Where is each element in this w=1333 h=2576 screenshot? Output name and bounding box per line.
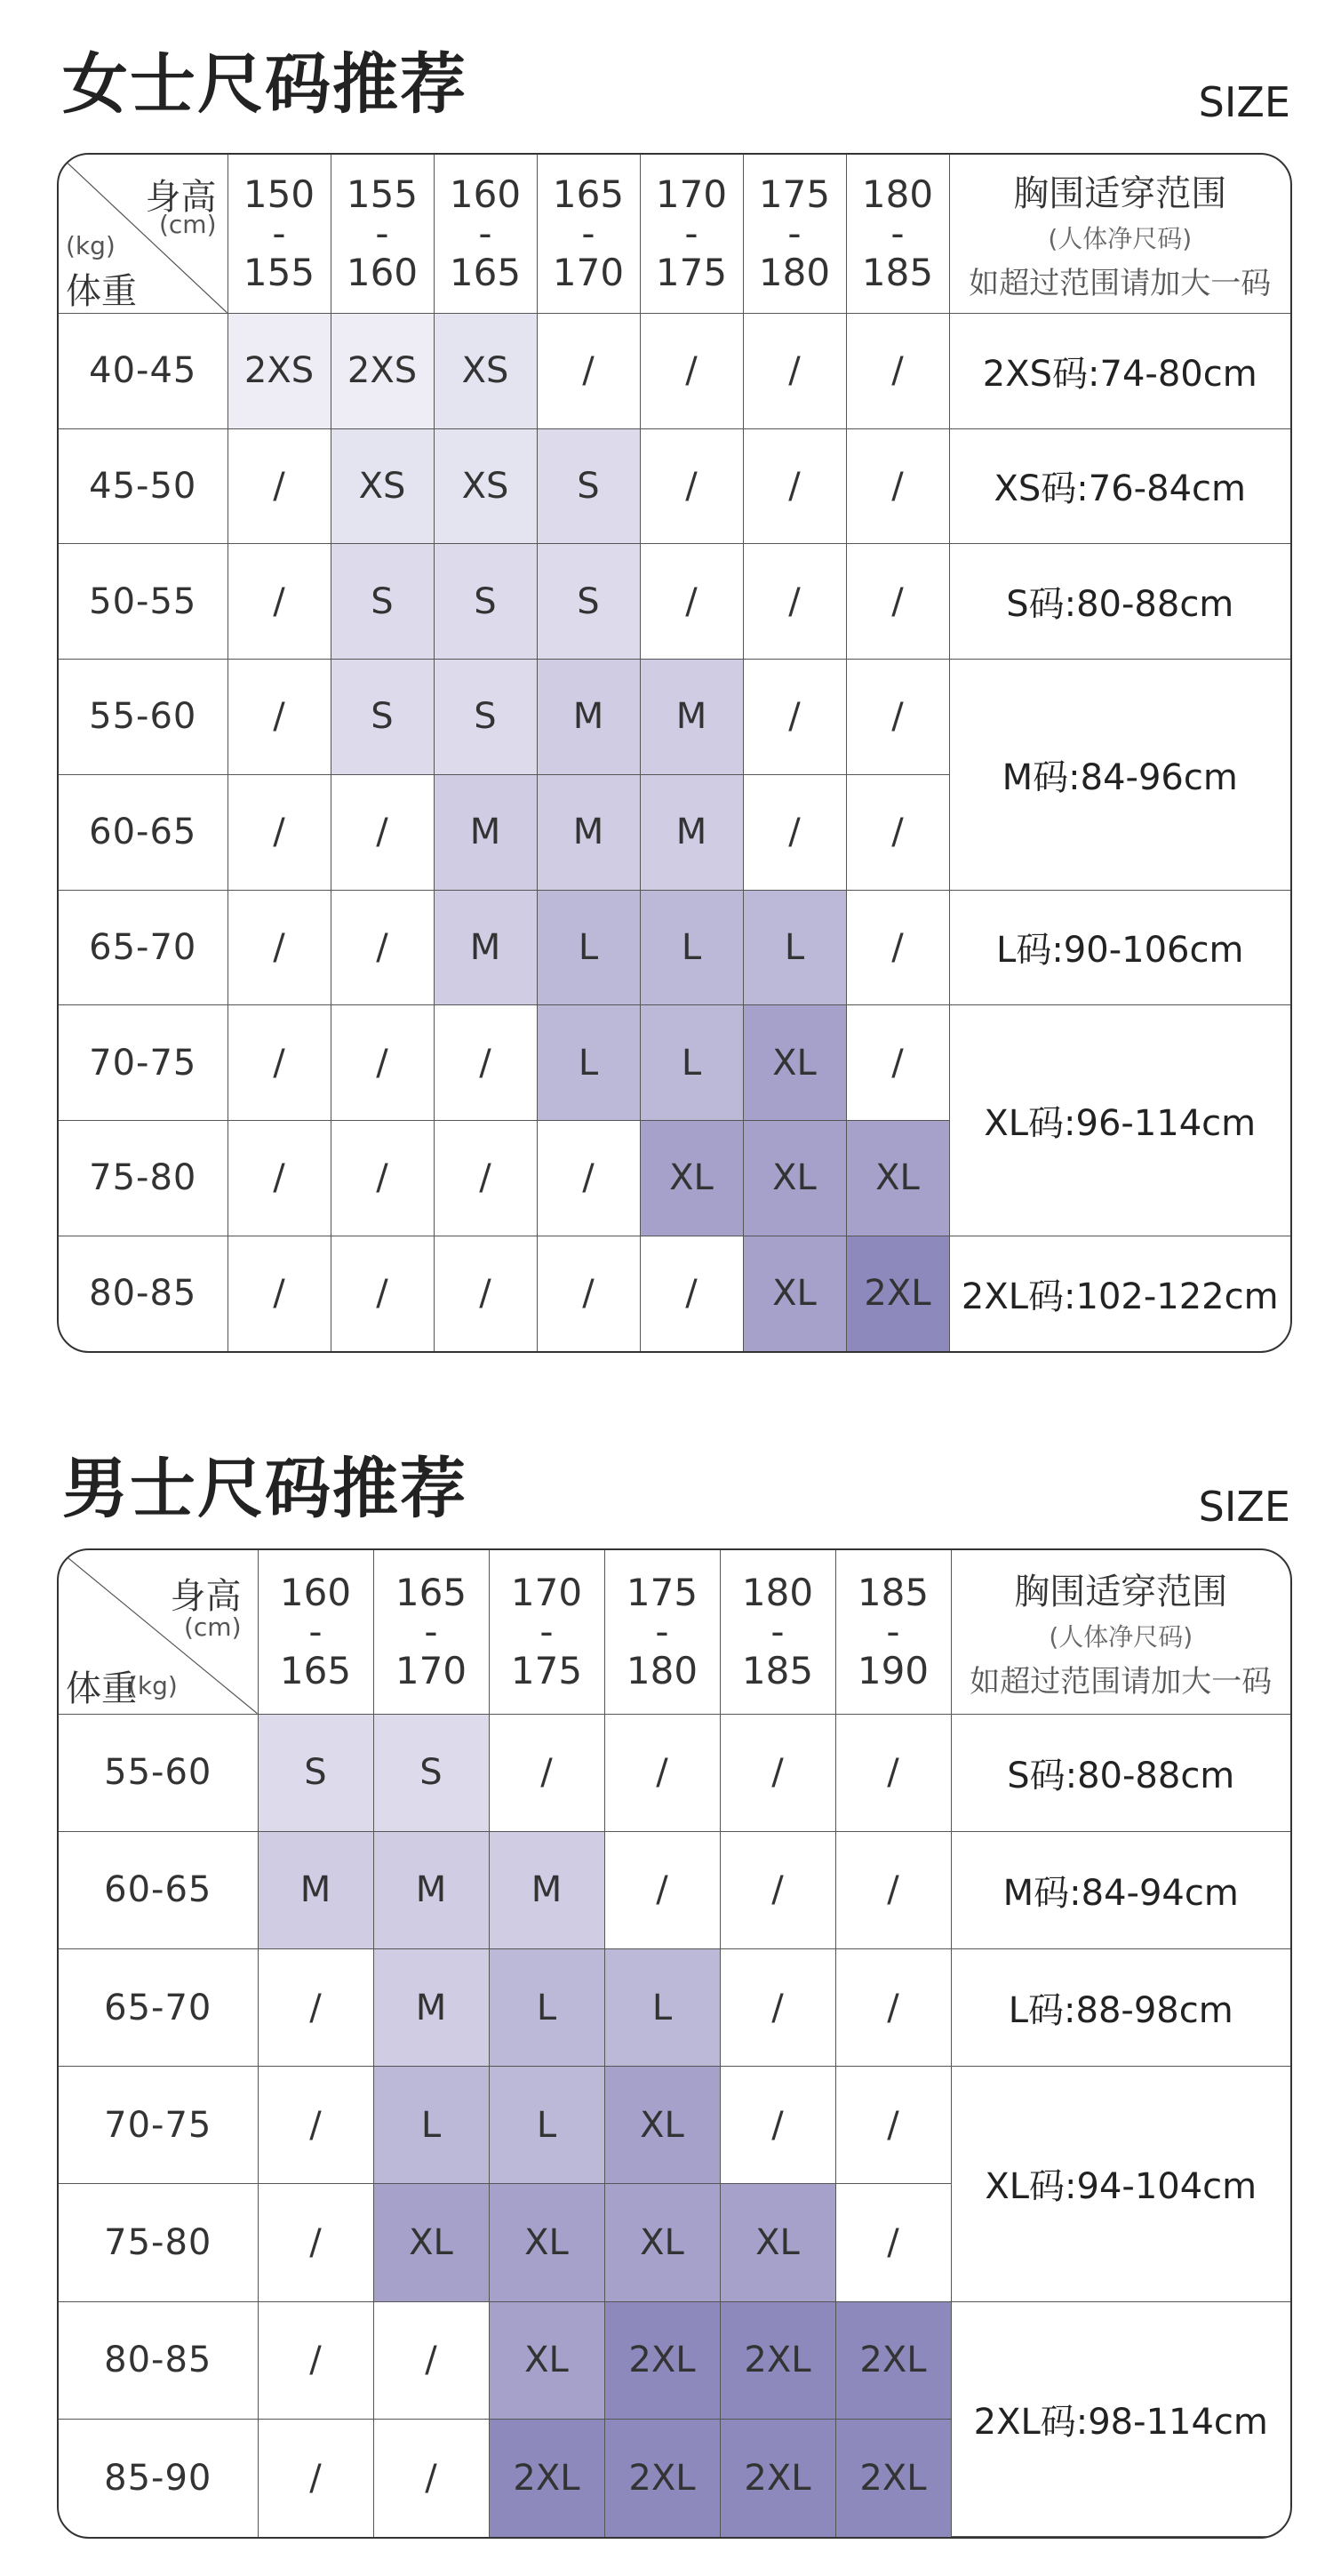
height-top: 185 — [857, 1570, 930, 1614]
height-dash: - — [886, 1609, 900, 1653]
women-title: 女士尺码推荐 — [62, 46, 467, 123]
size-cell: / — [640, 1236, 743, 1351]
size-cell: / — [835, 1949, 951, 2067]
height-top: 170 — [655, 172, 728, 216]
size-cell: / — [227, 774, 331, 890]
height-col-header — [604, 1550, 720, 1714]
table-row — [59, 1949, 1290, 2067]
men-size-label: SIZE — [1198, 1483, 1290, 1531]
weight-cell: 40-45 — [59, 313, 227, 428]
corner-weight-label: 体重 — [66, 1668, 137, 1709]
range-subtitle: (人体净尺码) — [1048, 223, 1193, 253]
size-cell: XL — [489, 2184, 604, 2301]
size-cell: XL — [640, 1120, 743, 1236]
size-cell: / — [373, 2301, 489, 2419]
size-cell: / — [537, 1120, 640, 1236]
women-size-label: SIZE — [1198, 78, 1290, 126]
table-row — [59, 428, 1290, 544]
size-cell: XL — [846, 1120, 949, 1236]
size-cell: / — [331, 774, 434, 890]
table-row — [59, 1005, 1290, 1121]
size-cell: / — [331, 890, 434, 1005]
weight-cell: 65-70 — [59, 890, 227, 1005]
size-cell: L — [373, 2067, 489, 2184]
size-cell: 2XL — [835, 2419, 951, 2536]
size-cell: 2XL — [604, 2419, 720, 2536]
size-cell: / — [331, 1120, 434, 1236]
size-cell: XL — [489, 2301, 604, 2419]
range-header — [949, 155, 1290, 313]
height-bottom: 185 — [741, 1648, 814, 1692]
size-cell: / — [489, 1714, 604, 1831]
size-cell: XL — [743, 1005, 846, 1121]
height-bottom: 190 — [857, 1648, 930, 1692]
range-header — [951, 1550, 1290, 1714]
weight-cell: 65-70 — [59, 1949, 258, 2067]
size-cell: / — [434, 1005, 537, 1121]
height-dash: - — [478, 211, 492, 255]
range-subtitle: (人体净尺码) — [1049, 1621, 1193, 1652]
height-col-header — [331, 155, 434, 313]
size-cell: M — [434, 774, 537, 890]
size-cell: L — [537, 1005, 640, 1121]
height-top: 150 — [243, 172, 315, 216]
women-table — [59, 155, 1290, 1351]
size-cell: / — [846, 428, 949, 544]
size-cell: S — [537, 544, 640, 660]
height-col-header — [720, 1550, 835, 1714]
height-bottom: 165 — [449, 250, 522, 294]
size-cell: / — [846, 544, 949, 660]
size-cell: / — [743, 660, 846, 775]
height-top: 180 — [741, 1570, 814, 1614]
table-row — [59, 2067, 1290, 2184]
size-cell: / — [720, 1831, 835, 1948]
height-col-header — [434, 155, 537, 313]
corner-height-unit: (cm) — [183, 1612, 242, 1642]
height-dash: - — [539, 1609, 554, 1653]
size-cell: / — [835, 1831, 951, 1948]
table-row — [59, 1714, 1290, 1831]
chest-range-cell: M码:84-94cm — [951, 1831, 1290, 1948]
range-note: 如超过范围请加大一码 — [969, 265, 1272, 301]
men-section — [0, 1404, 1333, 2576]
size-cell: / — [835, 1714, 951, 1831]
height-dash: - — [770, 1609, 785, 1653]
men-size-table — [57, 1548, 1292, 2539]
table-row — [59, 544, 1290, 660]
height-col-header — [640, 155, 743, 313]
height-col-header — [227, 155, 331, 313]
chest-range-cell: 2XS码:74-80cm — [949, 313, 1290, 428]
weight-cell: 80-85 — [59, 2301, 258, 2419]
size-cell: / — [227, 428, 331, 544]
chest-range-cell: 2XL码:102-122cm — [949, 1236, 1290, 1351]
corner-height-label: 身高 — [145, 177, 217, 218]
size-cell: 2XL — [720, 2301, 835, 2419]
size-cell: XL — [373, 2184, 489, 2301]
size-cell: L — [640, 1005, 743, 1121]
size-cell: 2XL — [720, 2419, 835, 2536]
weight-cell: 55-60 — [59, 660, 227, 775]
size-cell: XS — [434, 428, 537, 544]
table-row — [59, 1831, 1290, 1948]
height-col-header — [258, 1550, 373, 1714]
size-cell: M — [258, 1831, 373, 1948]
height-top: 170 — [510, 1570, 583, 1614]
height-dash: - — [272, 211, 286, 255]
size-cell: / — [743, 428, 846, 544]
chest-range-cell: L码:90-106cm — [949, 890, 1290, 1005]
height-bottom: 170 — [552, 250, 625, 294]
chest-range-cell: S码:80-88cm — [951, 1714, 1290, 1831]
weight-cell: 85-90 — [59, 2419, 258, 2536]
height-bottom: 185 — [861, 250, 934, 294]
size-cell: / — [743, 313, 846, 428]
weight-cell: 75-80 — [59, 2184, 258, 2301]
size-cell: / — [835, 2067, 951, 2184]
table-row — [59, 660, 1290, 775]
height-col-header — [537, 155, 640, 313]
size-cell: 2XL — [835, 2301, 951, 2419]
table-row — [59, 1236, 1290, 1351]
height-top: 160 — [279, 1570, 352, 1614]
men-title: 男士尺码推荐 — [62, 1451, 467, 1527]
height-bottom: 180 — [758, 250, 831, 294]
chest-range-cell: S码:80-88cm — [949, 544, 1290, 660]
height-dash: - — [787, 211, 802, 255]
size-cell: / — [640, 313, 743, 428]
height-bottom: 180 — [626, 1648, 698, 1692]
size-cell: M — [373, 1831, 489, 1948]
height-top: 155 — [346, 172, 419, 216]
corner-cell — [59, 155, 227, 313]
size-cell: / — [258, 2067, 373, 2184]
size-cell: / — [743, 774, 846, 890]
table-row — [59, 2301, 1290, 2419]
height-dash: - — [655, 1609, 669, 1653]
height-bottom: 165 — [279, 1648, 352, 1692]
height-col-header — [373, 1550, 489, 1714]
weight-cell: 80-85 — [59, 1236, 227, 1351]
size-cell: S — [434, 544, 537, 660]
corner-height-unit: (cm) — [158, 210, 217, 239]
weight-cell: 60-65 — [59, 774, 227, 890]
height-dash: - — [684, 211, 698, 255]
size-cell: M — [373, 1949, 489, 2067]
size-cell: / — [258, 1949, 373, 2067]
size-cell: 2XL — [604, 2301, 720, 2419]
size-cell: / — [846, 774, 949, 890]
header-row — [59, 1550, 1290, 1714]
height-top: 180 — [861, 172, 934, 216]
size-cell: L — [743, 890, 846, 1005]
chest-range-cell: XS码:76-84cm — [949, 428, 1290, 544]
size-cell: S — [331, 544, 434, 660]
size-cell: M — [640, 660, 743, 775]
size-cell: / — [720, 2067, 835, 2184]
height-dash: - — [375, 211, 389, 255]
size-cell: / — [434, 1120, 537, 1236]
size-cell: S — [373, 1714, 489, 1831]
corner-weight-unit: (kg) — [66, 231, 116, 260]
size-cell: / — [604, 1831, 720, 1948]
size-cell: / — [846, 660, 949, 775]
size-cell: S — [331, 660, 434, 775]
height-bottom: 175 — [655, 250, 728, 294]
size-cell: / — [331, 1236, 434, 1351]
height-col-header — [835, 1550, 951, 1714]
size-cell: S — [537, 428, 640, 544]
height-bottom: 155 — [243, 250, 315, 294]
weight-cell: 55-60 — [59, 1714, 258, 1831]
size-cell: XS — [331, 428, 434, 544]
height-dash: - — [308, 1609, 323, 1653]
size-cell: / — [640, 544, 743, 660]
range-note: 如超过范围请加大一码 — [970, 1663, 1273, 1700]
size-cell: M — [640, 774, 743, 890]
size-cell: XL — [604, 2067, 720, 2184]
size-cell: M — [489, 1831, 604, 1948]
size-cell: M — [434, 890, 537, 1005]
size-cell: / — [846, 313, 949, 428]
size-cell: / — [743, 544, 846, 660]
height-top: 165 — [552, 172, 625, 216]
size-cell: / — [640, 428, 743, 544]
corner-weight-label: 体重 — [66, 271, 137, 312]
weight-cell: 70-75 — [59, 2067, 258, 2184]
chest-range-cell: 2XL码:98-114cm — [951, 2301, 1290, 2536]
size-cell: / — [604, 1714, 720, 1831]
corner-weight-unit: (kg) — [128, 1671, 178, 1700]
men-table — [59, 1550, 1290, 2537]
height-bottom: 175 — [510, 1648, 583, 1692]
weight-cell: 45-50 — [59, 428, 227, 544]
size-cell: L — [537, 890, 640, 1005]
chest-range-cell: XL码:94-104cm — [951, 2067, 1290, 2301]
size-cell: / — [227, 660, 331, 775]
size-cell: XS — [434, 313, 537, 428]
size-cell: / — [846, 890, 949, 1005]
size-cell: L — [489, 2067, 604, 2184]
chest-range-cell: L码:88-98cm — [951, 1949, 1290, 2067]
size-cell: 2XL — [489, 2419, 604, 2536]
women-size-table — [57, 153, 1292, 1353]
size-cell: M — [537, 774, 640, 890]
weight-cell: 60-65 — [59, 1831, 258, 1948]
size-cell: L — [640, 890, 743, 1005]
size-cell: / — [720, 1714, 835, 1831]
height-col-header — [846, 155, 949, 313]
height-dash: - — [581, 211, 595, 255]
size-cell: XL — [743, 1120, 846, 1236]
height-bottom: 170 — [395, 1648, 467, 1692]
size-cell: XL — [743, 1236, 846, 1351]
size-cell: / — [434, 1236, 537, 1351]
size-cell: / — [537, 313, 640, 428]
size-cell: L — [604, 1949, 720, 2067]
height-top: 175 — [758, 172, 831, 216]
size-cell: / — [373, 2419, 489, 2536]
height-col-header — [743, 155, 846, 313]
header-row — [59, 155, 1290, 313]
height-dash: - — [424, 1609, 438, 1653]
weight-cell: 70-75 — [59, 1005, 227, 1121]
size-cell: / — [227, 1236, 331, 1351]
size-cell: XL — [720, 2184, 835, 2301]
size-cell: S — [258, 1714, 373, 1831]
size-cell: / — [258, 2419, 373, 2536]
chest-range-cell: XL码:96-114cm — [949, 1005, 1290, 1236]
table-row — [59, 313, 1290, 428]
size-cell: / — [537, 1236, 640, 1351]
height-bottom: 160 — [346, 250, 419, 294]
size-cell: 2XL — [846, 1236, 949, 1351]
chest-range-cell: M码:84-96cm — [949, 660, 1290, 890]
size-cell: XL — [604, 2184, 720, 2301]
height-top: 160 — [449, 172, 522, 216]
range-title: 胸围适穿范围 — [1013, 172, 1227, 214]
size-cell: / — [720, 1949, 835, 2067]
height-col-header — [489, 1550, 604, 1714]
size-cell: / — [227, 544, 331, 660]
table-row — [59, 890, 1290, 1005]
size-cell: / — [258, 2301, 373, 2419]
corner-cell — [59, 1550, 258, 1714]
size-cell: S — [434, 660, 537, 775]
size-cell: / — [227, 1005, 331, 1121]
corner-height-label: 身高 — [170, 1576, 242, 1617]
size-cell: / — [331, 1005, 434, 1121]
size-cell: 2XS — [227, 313, 331, 428]
height-dash: - — [890, 211, 905, 255]
height-top: 175 — [626, 1570, 698, 1614]
size-cell: M — [537, 660, 640, 775]
weight-cell: 75-80 — [59, 1120, 227, 1236]
size-cell: / — [846, 1005, 949, 1121]
size-cell: L — [489, 1949, 604, 2067]
size-cell: / — [227, 1120, 331, 1236]
size-cell: / — [835, 2184, 951, 2301]
weight-cell: 50-55 — [59, 544, 227, 660]
size-cell: / — [258, 2184, 373, 2301]
height-top: 165 — [395, 1570, 467, 1614]
range-title: 胸围适穿范围 — [1014, 1571, 1228, 1612]
size-cell: / — [227, 890, 331, 1005]
size-cell: 2XS — [331, 313, 434, 428]
